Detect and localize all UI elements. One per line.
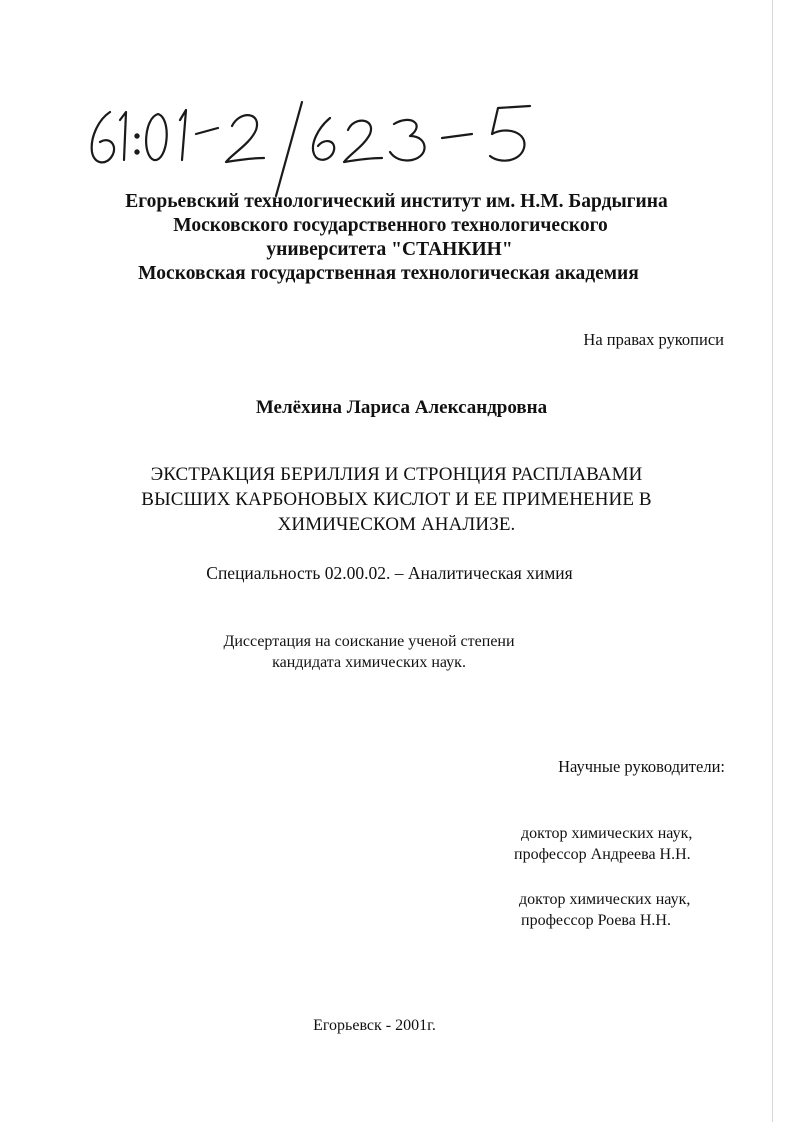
institution-line: Егорьевский технологический институт им. Н.М. Бардыгина [125, 191, 668, 212]
place-and-year: Егорьевск - 2001г. [313, 1017, 436, 1034]
handwritten-archive-number [80, 90, 540, 200]
institution-line: университета "СТАНКИН" [266, 239, 513, 260]
supervisor-entry [514, 823, 692, 865]
supervisor-name: профессор Роева Н.Н. [521, 912, 671, 929]
author-name: Мелёхина Лариса Александровна [255, 397, 548, 418]
handwriting-drawing [80, 90, 540, 200]
supervisors-heading: Научные руководители: [558, 757, 725, 776]
dissertation-title [0, 462, 793, 537]
dissertation-degree [0, 631, 793, 673]
title-line: ВЫСШИХ КАРБОНОВЫХ КИСЛОТ И ЕЕ ПРИМЕНЕНИЕ В [141, 489, 652, 510]
title-line: ЭКСТРАКЦИЯ БЕРИЛЛИЯ И СТРОНЦИЯ РАСПЛАВАМИ [150, 464, 643, 485]
scan-edge-line [772, 0, 773, 1122]
institution-line: Московская государственная технологическая академия [138, 263, 639, 284]
title-line: ХИМИЧЕСКОМ АНАЛИЗЕ. [277, 514, 516, 535]
supervisor-name: профессор Андреева Н.Н. [514, 846, 691, 863]
institution-block [0, 190, 793, 286]
rights-notice: На правах рукописи [583, 330, 724, 349]
degree-line: кандидата химических наук. [272, 654, 466, 671]
institution-line: Московского государственного технологического [173, 215, 608, 236]
supervisor-entry [519, 889, 690, 931]
degree-line: Диссертация на соискание ученой степени [223, 633, 515, 650]
specialty: Специальность 02.00.02. – Аналитическая химия [206, 563, 573, 583]
supervisor-degree: доктор химических наук, [521, 825, 693, 842]
supervisor-degree: доктор химических наук, [519, 891, 691, 908]
